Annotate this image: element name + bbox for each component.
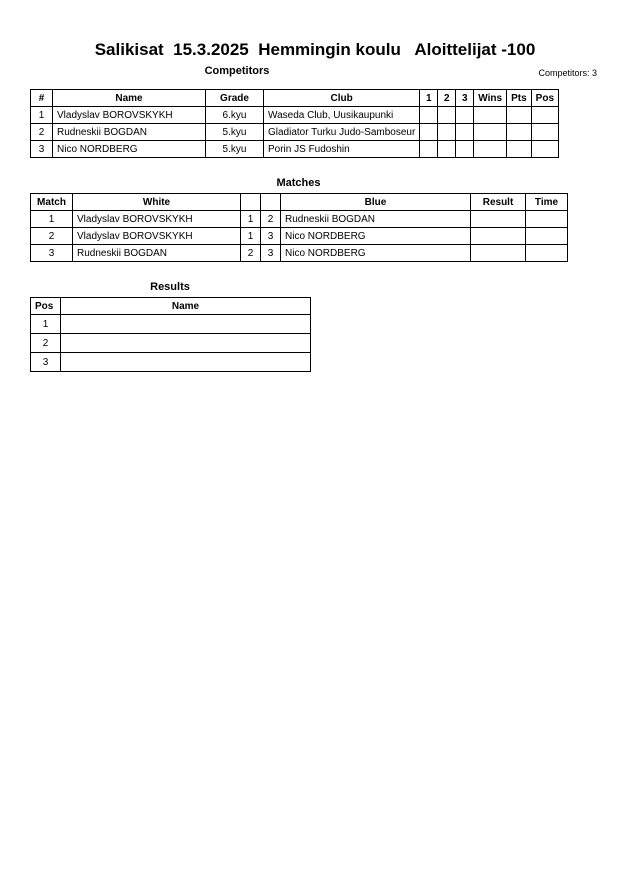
results-header-row	[31, 298, 311, 315]
pts-cell	[507, 141, 532, 158]
competitor-club: Porin JS Fudoshin	[264, 141, 420, 158]
match-num: 1	[31, 211, 73, 228]
competitor-name: Nico NORDBERG	[53, 141, 206, 158]
result-name	[61, 315, 311, 334]
matches-header-row	[31, 194, 568, 211]
competitors-section-header	[0, 65, 630, 81]
competitors-table	[30, 89, 559, 158]
score-cell	[438, 107, 456, 124]
match-num: 2	[31, 228, 73, 245]
score-cell	[438, 141, 456, 158]
competitors-count: Competitors: 3	[538, 68, 597, 78]
competitor-name: Rudneskii BOGDAN	[53, 124, 206, 141]
competitor-grade: 5.kyu	[206, 141, 264, 158]
col-blue-num	[261, 194, 281, 211]
col-result: Result	[471, 194, 526, 211]
blue-name: Nico NORDBERG	[281, 228, 471, 245]
time-cell	[526, 228, 568, 245]
result-row	[31, 334, 311, 353]
competitor-num: 3	[31, 141, 53, 158]
pos-cell	[531, 124, 558, 141]
competitor-num: 2	[31, 124, 53, 141]
col-white-num	[241, 194, 261, 211]
col-num: #	[31, 90, 53, 107]
pts-cell	[507, 107, 532, 124]
score-cell	[456, 124, 474, 141]
competitor-name: Vladyslav BOROVSKYKH	[53, 107, 206, 124]
white-name: Rudneskii BOGDAN	[73, 245, 241, 262]
wins-cell	[474, 141, 507, 158]
match-row	[31, 211, 568, 228]
col-name: Name	[61, 298, 311, 315]
match-row	[31, 228, 568, 245]
pos-cell	[531, 107, 558, 124]
col-blue: Blue	[281, 194, 471, 211]
score-cell	[438, 124, 456, 141]
col-match: Match	[31, 194, 73, 211]
result-pos: 2	[31, 334, 61, 353]
blue-name: Nico NORDBERG	[281, 245, 471, 262]
blue-num: 2	[261, 211, 281, 228]
blue-num: 3	[261, 228, 281, 245]
result-pos: 3	[31, 353, 61, 372]
score-cell	[456, 141, 474, 158]
matches-section-title: Matches	[276, 177, 321, 189]
competitors-section-title: Competitors	[204, 65, 270, 77]
col-pos: Pos	[531, 90, 558, 107]
match-num: 3	[31, 245, 73, 262]
score-cell	[420, 141, 438, 158]
competitor-grade: 6.kyu	[206, 107, 264, 124]
match-row	[31, 245, 568, 262]
competitor-row	[31, 124, 559, 141]
col-club: Club	[264, 90, 420, 107]
white-num: 2	[241, 245, 261, 262]
blue-name: Rudneskii BOGDAN	[281, 211, 471, 228]
competitor-row	[31, 107, 559, 124]
result-name	[61, 353, 311, 372]
score-cell	[456, 107, 474, 124]
col-time: Time	[526, 194, 568, 211]
page-title: Salikisat 15.3.2025 Hemmingin koulu Aloittelijat -100	[94, 40, 536, 59]
result-cell	[471, 228, 526, 245]
col-white: White	[73, 194, 241, 211]
wins-cell	[474, 124, 507, 141]
results-table	[30, 297, 311, 372]
wins-cell	[474, 107, 507, 124]
blue-num: 3	[261, 245, 281, 262]
competitor-num: 1	[31, 107, 53, 124]
col-pts: Pts	[507, 90, 532, 107]
col-round-2: 2	[438, 90, 456, 107]
pos-cell	[531, 141, 558, 158]
competitors-header-row	[31, 90, 559, 107]
time-cell	[526, 211, 568, 228]
col-pos: Pos	[31, 298, 61, 315]
white-num: 1	[241, 228, 261, 245]
competitor-club: Gladiator Turku Judo-Samboseur	[264, 124, 420, 141]
white-name: Vladyslav BOROVSKYKH	[73, 211, 241, 228]
white-num: 1	[241, 211, 261, 228]
matches-table	[30, 193, 568, 262]
result-cell	[471, 245, 526, 262]
results-section-title: Results	[150, 281, 190, 293]
score-cell	[420, 107, 438, 124]
col-round-3: 3	[456, 90, 474, 107]
result-row	[31, 315, 311, 334]
result-cell	[471, 211, 526, 228]
competitor-grade: 5.kyu	[206, 124, 264, 141]
time-cell	[526, 245, 568, 262]
white-name: Vladyslav BOROVSKYKH	[73, 228, 241, 245]
result-pos: 1	[31, 315, 61, 334]
col-grade: Grade	[206, 90, 264, 107]
result-name	[61, 334, 311, 353]
competitor-row	[31, 141, 559, 158]
col-round-1: 1	[420, 90, 438, 107]
pts-cell	[507, 124, 532, 141]
competitor-club: Waseda Club, Uusikaupunki	[264, 107, 420, 124]
col-wins: Wins	[474, 90, 507, 107]
col-name: Name	[53, 90, 206, 107]
score-cell	[420, 124, 438, 141]
result-row	[31, 353, 311, 372]
